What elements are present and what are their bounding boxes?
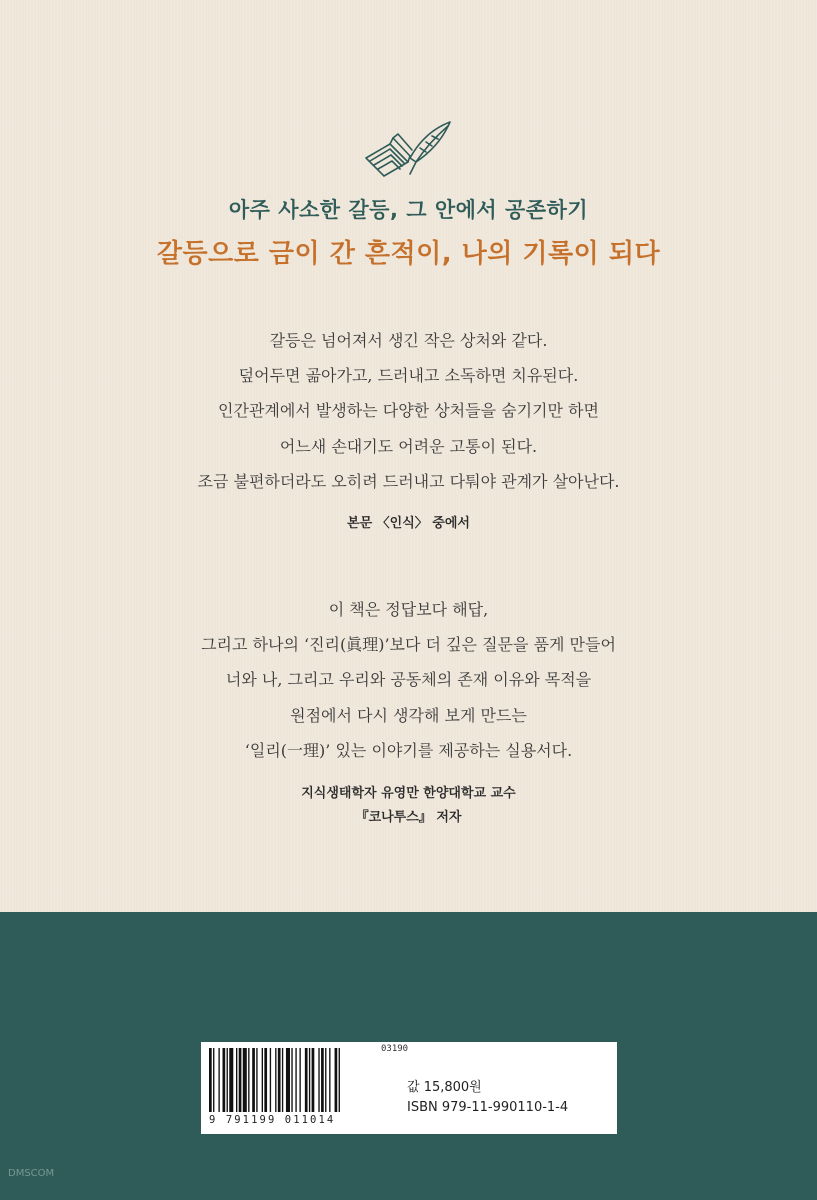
recommendation-author-work: 『코나투스』 저자 xyxy=(355,810,462,825)
corner-mark: DMSCOM xyxy=(8,1168,55,1179)
barcode-bar xyxy=(213,1048,214,1112)
barcode-panel xyxy=(201,1042,617,1134)
barcode-bar xyxy=(325,1048,326,1112)
barcode-bar xyxy=(286,1048,290,1112)
barcode-bar xyxy=(329,1048,330,1112)
excerpt-source: 본문 〈인식〉 중에서 xyxy=(347,516,470,531)
barcode-bar xyxy=(264,1048,267,1112)
barcode-digits: 9 791199 011014 xyxy=(209,1114,336,1126)
recommendation-line: ‘일리(一理)’ 있는 이야기를 제공하는 실용서다. xyxy=(244,741,573,760)
price-label: 값 15,800원 xyxy=(407,1080,482,1095)
barcode-bar xyxy=(321,1048,324,1112)
barcode-bar xyxy=(223,1048,226,1112)
barcode-bar xyxy=(248,1048,249,1112)
barcode-bar xyxy=(312,1048,315,1112)
barcode-bar xyxy=(305,1048,308,1112)
barcode-bar xyxy=(339,1048,340,1112)
barcode-bar xyxy=(218,1048,219,1112)
excerpt-line: 갈등은 넘어져서 생긴 작은 상처와 같다. xyxy=(269,331,548,350)
recommendation-line: 그리고 하나의 ‘진리(眞理)’보다 더 깊은 질문을 품게 만들어 xyxy=(201,635,616,654)
barcode-bar xyxy=(291,1048,292,1112)
barcode-bar xyxy=(256,1048,257,1112)
barcode-bar xyxy=(229,1048,233,1112)
barcode-bar xyxy=(295,1048,296,1112)
barcode-bar xyxy=(252,1048,255,1112)
barcode-icon xyxy=(209,1048,399,1112)
recommendation-line: 원점에서 다시 생각해 보게 만드는 xyxy=(290,706,527,725)
isbn-label: ISBN 979-11-990110-1-4 xyxy=(407,1100,569,1115)
excerpt-line: 인간관계에서 발생하는 다양한 상처들을 숨기기만 하면 xyxy=(218,401,599,420)
barcode-bar xyxy=(282,1048,283,1112)
barcode-bar xyxy=(239,1048,242,1112)
barcode-bar xyxy=(209,1048,212,1112)
barcode-bar xyxy=(278,1048,281,1112)
recommendation-line: 이 책은 정답보다 해답, xyxy=(328,600,489,619)
barcode-bar xyxy=(318,1048,319,1112)
excerpt-line: 어느새 손대기도 어려운 고통이 된다. xyxy=(279,437,538,456)
recommendation-line: 너와 나, 그리고 우리와 공동체의 존재 이유와 목적을 xyxy=(225,670,592,689)
barcode-bar xyxy=(275,1048,276,1112)
excerpt-line: 조금 불편하더라도 오히려 드러내고 다퉈야 관계가 살아난다. xyxy=(197,472,620,491)
open-book-quill-icon xyxy=(360,118,456,188)
barcode-bar xyxy=(270,1048,271,1112)
excerpt-line: 덮어두면 곪아가고, 드러내고 소독하면 치유된다. xyxy=(238,366,579,385)
barcode-bar xyxy=(262,1048,263,1112)
barcode-bar xyxy=(299,1048,300,1112)
barcode-bar xyxy=(243,1048,247,1112)
book-subtitle: 아주 사소한 갈등, 그 안에서 공존하기 xyxy=(228,198,589,222)
barcode-bar xyxy=(309,1048,310,1112)
barcode-bar xyxy=(335,1048,338,1112)
barcode-addon-digits: 03190 xyxy=(381,1044,409,1054)
barcode-bar xyxy=(227,1048,228,1112)
recommendation-author: 지식생태학자 유영만 한양대학교 교수 xyxy=(301,786,516,801)
book-headline: 갈등으로 금이 간 흔적이, 나의 기록이 되다 xyxy=(156,239,661,269)
barcode-bar xyxy=(236,1048,237,1112)
